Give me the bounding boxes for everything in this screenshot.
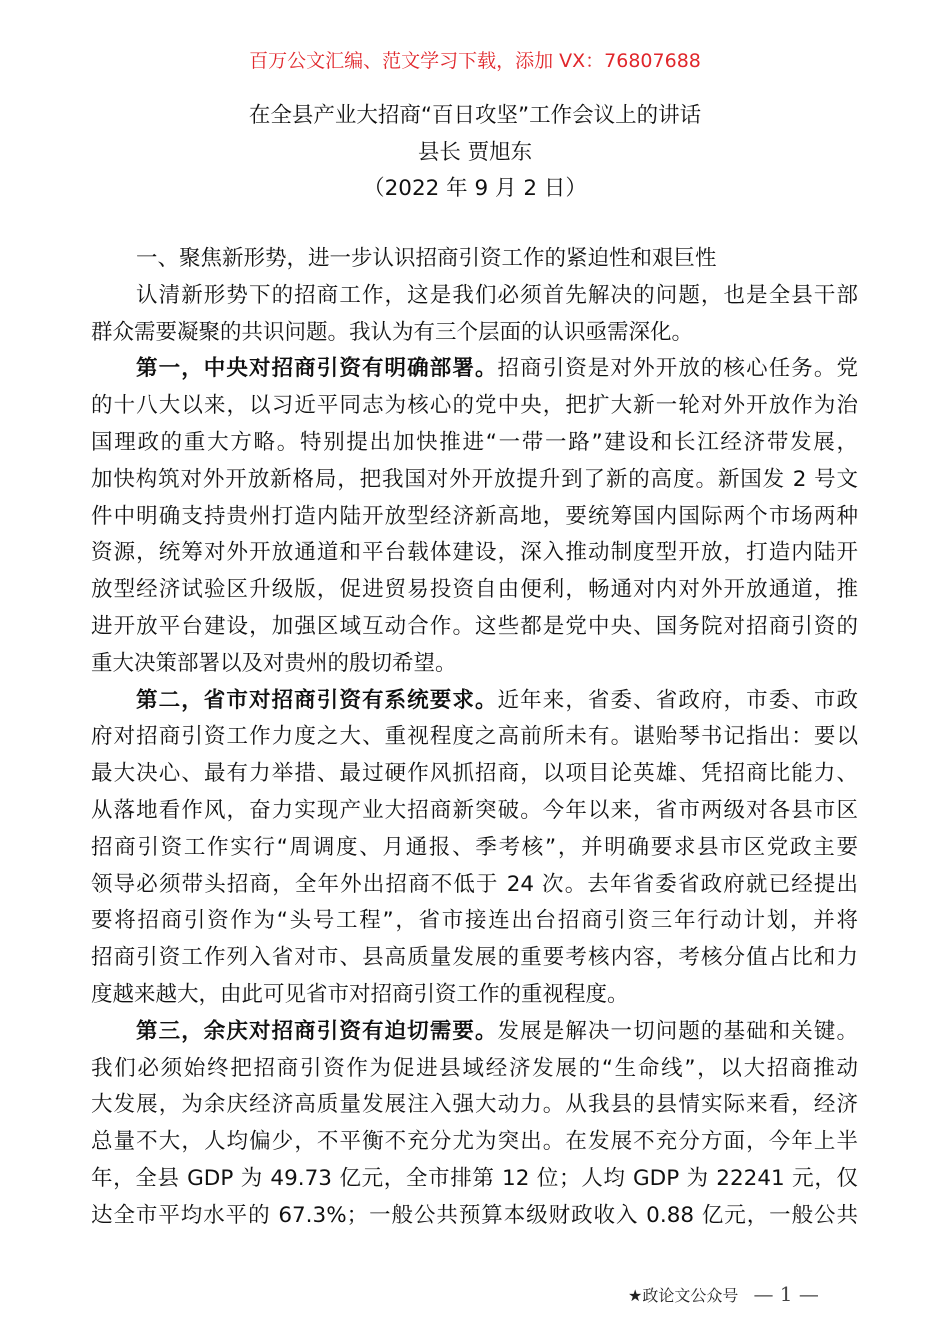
bold-lead: 第二，省市对招商引资有系统要求。 (136, 687, 498, 713)
text-line (91, 1161, 858, 1198)
text-line (91, 1014, 858, 1051)
footer-source: ★政论文公众号 (628, 1286, 739, 1305)
line-text: 年，全县 GDP 为 49.73 亿元，全市排第 12 位；人均 GDP 为 22241 元，仅 (91, 1165, 858, 1191)
line-text: 总量不大，人均偏少，不平衡不充分尤为突出。在发展不充分方面，今年上半 (91, 1129, 858, 1155)
text-line (91, 241, 858, 278)
text-line (91, 719, 858, 756)
line-text: 从落地看作风，奋力实现产业大招商新突破。今年以来，省市两级对各县市区 (91, 797, 858, 823)
text-line (91, 1051, 858, 1088)
text-line (91, 977, 858, 1014)
line-text: 府对招商引资工作力度之大、重视程度之高前所未有。谌贻琴书记指出：要以 (91, 724, 858, 750)
text-line (91, 609, 858, 646)
paragraph (91, 683, 858, 1014)
text-line (91, 940, 858, 977)
document-body (91, 241, 858, 1235)
watermark-banner: 百万公文汇编、范文学习下载，添加 VX：76807688 (249, 50, 701, 72)
text-line (91, 388, 858, 425)
text-line (91, 903, 858, 940)
text-line (91, 756, 858, 793)
text-line (91, 535, 858, 572)
line-text: 招商引资是对外开放的核心任务。党 (497, 356, 858, 382)
line-text: 放型经济试验区升级版，促进贸易投资自由便利，畅通对内对外开放通道，推 (91, 577, 858, 603)
bold-lead: 第一，中央对招商引资有明确部署。 (136, 356, 498, 382)
line-text: 国理政的重大方略。特别提出加快推进“一带一路”建设和长江经济带发展， (91, 429, 858, 455)
section-heading (91, 241, 858, 278)
text-line (91, 462, 858, 499)
text-line (91, 646, 858, 683)
line-text: 的十八大以来，以习近平同志为核心的党中央，把扩大新一轮对外开放作为治 (91, 393, 858, 419)
line-text: 我们必须始终把招商引资作为促进县域经济发展的“生命线”，以大招商推动 (91, 1055, 858, 1081)
paragraph (91, 1014, 858, 1235)
line-text: 招商引资工作列入省对市、县高质量发展的重要考核内容，考核分值占比和力 (91, 945, 858, 971)
line-text: 最大决心、最有力举措、最过硬作风抓招商，以项目论英雄、凭招商比能力、 (91, 761, 858, 787)
document-title: 在全县产业大招商“百日攻坚”工作会议上的讲话 (248, 103, 702, 128)
page-number: — 1 — (753, 1282, 819, 1306)
line-text: 资源，统筹对外开放通道和平台载体建设，深入推动制度型开放，打造内陆开 (91, 540, 858, 566)
paragraph (91, 351, 858, 682)
text-line (91, 793, 858, 830)
line-text: 近年来，省委、省政府，市委、市政 (497, 687, 858, 713)
text-line (91, 1198, 858, 1235)
text-line (91, 278, 858, 315)
line-text: 达全市平均水平的 67.3%；一般公共预算本级财政收入 0.88 亿元，一般公共 (91, 1202, 858, 1228)
line-text: 要将招商引资作为“头号工程”，省市接连出台招商引资三年行动计划，并将 (91, 908, 858, 934)
text-line (91, 572, 858, 609)
line-text: 重大决策部署以及对贵州的殷切希望。 (91, 650, 457, 676)
line-text: 件中明确支持贵州打造内陆开放型经济新高地，要统筹国内国际两个市场两种 (91, 503, 858, 529)
line-text: 领导必须带头招商，全年外出招商不低于 24 次。去年省委省政府就已经提出 (91, 871, 858, 897)
line-text: 招商引资工作实行“周调度、月通报、季考核”，并明确要求县市区党政主要 (91, 834, 858, 860)
line-text: 进开放平台建设，加强区域互动合作。这些都是党中央、国务院对招商引资的 (91, 613, 858, 639)
line-text: 一、聚焦新形势，进一步认识招商引资工作的紧迫性和艰巨性 (136, 246, 717, 271)
page-footer (628, 1282, 819, 1306)
line-text: 度越来越大，由此可见省市对招商引资工作的重视程度。 (91, 981, 629, 1007)
line-text: 发展是解决一切问题的基础和关键。 (497, 1018, 858, 1044)
text-line (91, 499, 858, 536)
text-line (91, 315, 858, 352)
line-text: 大发展，为余庆经济高质量发展注入强大动力。从我县的县情实际来看，经济 (91, 1092, 858, 1118)
speech-date: （2022 年 9 月 2 日） (363, 176, 587, 201)
paragraph (91, 278, 858, 352)
line-text: 群众需要凝聚的共识问题。我认为有三个层面的认识亟需深化。 (91, 319, 694, 345)
text-line (91, 1087, 858, 1124)
text-line (91, 830, 858, 867)
line-text: 加快构筑对外开放新格局，把我国对外开放提升到了新的高度。新国发 2 号文 (91, 466, 858, 492)
text-line (91, 867, 858, 904)
text-line (91, 683, 858, 720)
line-text: 认清新形势下的招商工作，这是我们必须首先解决的问题，也是全县干部 (136, 282, 858, 308)
speaker-line: 县长 贾旭东 (417, 140, 533, 165)
text-line (91, 351, 858, 388)
text-line (91, 425, 858, 462)
text-line (91, 1124, 858, 1161)
bold-lead: 第三，余庆对招商引资有迫切需要。 (136, 1018, 498, 1044)
